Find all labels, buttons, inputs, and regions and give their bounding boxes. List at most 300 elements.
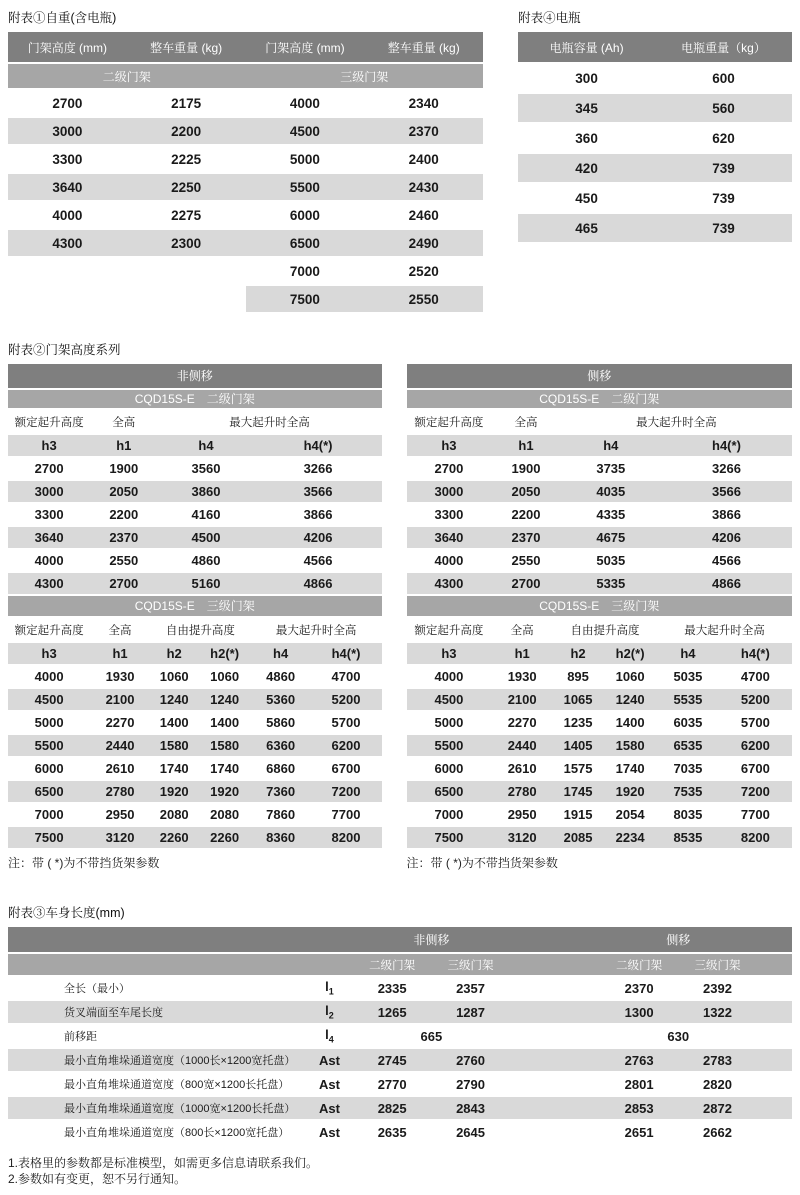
- row-label: 最小直角堆垛通道宽度（800宽×1200长托盘）: [8, 1072, 306, 1096]
- table-row: [8, 1024, 792, 1048]
- cell: 4500: [8, 688, 90, 711]
- table-row: [8, 803, 382, 826]
- cell: 3120: [491, 826, 553, 849]
- table-row: [8, 1096, 792, 1120]
- cell: 2392: [678, 976, 756, 1000]
- spacer-cell: [510, 976, 600, 1000]
- column-header: h3: [407, 434, 492, 457]
- cell: 2790: [431, 1072, 509, 1096]
- table-row: [407, 780, 792, 803]
- table-row: [407, 503, 792, 526]
- cell: 2770: [353, 1072, 431, 1096]
- cell: 420: [518, 153, 655, 183]
- symbol-header-row: [407, 434, 792, 457]
- cell: 5700: [311, 711, 382, 734]
- header-spacer: [757, 953, 792, 976]
- row-label: 最小直角堆垛通道宽度（800长×1200宽托盘）: [8, 1120, 306, 1144]
- cell: 1060: [198, 665, 250, 688]
- table-row: [8, 480, 382, 503]
- band-spacer: [510, 927, 600, 953]
- cell: 1405: [553, 734, 603, 757]
- cell: 2050: [491, 480, 560, 503]
- cell: 2234: [603, 826, 657, 849]
- table2-title: 附表②门架高度系列: [8, 343, 121, 357]
- table-row: [8, 780, 382, 803]
- cell: 2550: [364, 285, 483, 313]
- cell: 895: [553, 665, 603, 688]
- mast-tables-row: [8, 364, 792, 871]
- cell: 2825: [353, 1096, 431, 1120]
- dimension-symbol: $l_4$: [306, 1024, 353, 1048]
- cell: 2550: [491, 549, 560, 572]
- cell: 4860: [251, 665, 311, 688]
- cell: 7535: [657, 780, 719, 803]
- cell: 5035: [561, 549, 661, 572]
- cell: 6500: [407, 780, 492, 803]
- group-header-three-stage: 三级门架: [246, 63, 484, 89]
- cell: 2950: [90, 803, 150, 826]
- group-header: 最大起升时全高: [251, 618, 382, 642]
- battery-section: [518, 8, 792, 244]
- table-row: [8, 1120, 792, 1144]
- cell: 1400: [603, 711, 657, 734]
- column-header: h1: [90, 434, 157, 457]
- cell: 2853: [600, 1096, 678, 1120]
- cell: [8, 285, 127, 313]
- cell: 4206: [255, 526, 382, 549]
- cell: 1920: [603, 780, 657, 803]
- cell: 4675: [561, 526, 661, 549]
- cell: 3640: [407, 526, 492, 549]
- cell: 2370: [600, 976, 678, 1000]
- cell: 450: [518, 183, 655, 213]
- column-header: 电瓶重量（kg）: [655, 32, 792, 63]
- column-header: h1: [491, 642, 553, 665]
- header-spacer: [510, 953, 600, 976]
- cell: 2700: [407, 457, 492, 480]
- spacer-cell: [757, 1000, 792, 1024]
- column-header: h2(*): [198, 642, 250, 665]
- cell: 2200: [90, 503, 157, 526]
- cell: 2175: [127, 89, 246, 117]
- cell: 2270: [90, 711, 150, 734]
- cell: 1265: [353, 1000, 431, 1024]
- cell: 7000: [8, 803, 90, 826]
- table-row: [8, 201, 483, 229]
- cell: 7500: [246, 285, 365, 313]
- table4-title: 附表④电瓶: [518, 11, 581, 25]
- footnote: 注：带 ( *)为不带挡货架参数: [406, 856, 558, 870]
- group-header: 全高: [491, 410, 560, 434]
- group-header: 额定起升高度: [407, 618, 492, 642]
- cell: 1580: [603, 734, 657, 757]
- header-spacer: [8, 953, 353, 976]
- cell: 5200: [311, 688, 382, 711]
- cell: 3866: [661, 503, 792, 526]
- cell: 4300: [8, 572, 90, 595]
- table-row: [8, 757, 382, 780]
- footer-note-1: 1.表格里的参数都是标准模型，如需更多信息请联系我们。: [8, 1156, 319, 1170]
- group-header: 全高: [491, 618, 553, 642]
- cell: 8200: [311, 826, 382, 849]
- spacer-cell: [757, 1072, 792, 1096]
- cell: [127, 257, 246, 285]
- cell: 739: [655, 153, 792, 183]
- cell: 3560: [157, 457, 254, 480]
- cell: 5500: [407, 734, 492, 757]
- table-row: [407, 480, 792, 503]
- symbol-header-row: [8, 434, 382, 457]
- cell: 6535: [657, 734, 719, 757]
- column-header: h4: [157, 434, 254, 457]
- cell: 4035: [561, 480, 661, 503]
- dimension-symbol: Ast: [306, 1120, 353, 1144]
- table-row: [8, 89, 483, 117]
- cell: 4500: [157, 526, 254, 549]
- table-row: [8, 117, 483, 145]
- group-header-row: [407, 618, 792, 642]
- mast-height-section: [8, 340, 792, 871]
- column-header: 整车重量 (kg): [127, 32, 246, 63]
- cell: 2080: [198, 803, 250, 826]
- cell: 2440: [491, 734, 553, 757]
- cell: 2370: [90, 526, 157, 549]
- group-header: 全高: [90, 410, 157, 434]
- cell: 4300: [8, 229, 127, 257]
- cell: 1930: [491, 665, 553, 688]
- spacer-cell: [510, 1000, 600, 1024]
- band-nonsideshift: 非侧移: [353, 927, 510, 953]
- spacer-cell: [510, 1120, 600, 1144]
- cell: 7860: [251, 803, 311, 826]
- cell: 5335: [561, 572, 661, 595]
- cell: 2872: [678, 1096, 756, 1120]
- column-header: h3: [8, 642, 90, 665]
- table-row: [518, 183, 792, 213]
- cell: 7035: [657, 757, 719, 780]
- cell: 3300: [407, 503, 492, 526]
- cell: 2780: [90, 780, 150, 803]
- cell: 2275: [127, 201, 246, 229]
- table-row: [407, 457, 792, 480]
- column-header: h1: [90, 642, 150, 665]
- cell: 1322: [678, 1000, 756, 1024]
- table-row: [8, 1048, 792, 1072]
- group-header: 自由提升高度: [553, 618, 657, 642]
- table1-title: 附表①自重(含电瓶): [8, 11, 117, 25]
- cell: 2801: [600, 1072, 678, 1096]
- cell: 630: [600, 1024, 757, 1048]
- column-header: h3: [8, 434, 90, 457]
- cell: 2651: [600, 1120, 678, 1144]
- cell: 600: [655, 63, 792, 93]
- cell: 4500: [407, 688, 492, 711]
- cell: 2645: [431, 1120, 509, 1144]
- cell: 7000: [407, 803, 492, 826]
- table-row: [8, 665, 382, 688]
- table-row: [518, 153, 792, 183]
- spacer-cell: [757, 1048, 792, 1072]
- cell: 2260: [198, 826, 250, 849]
- cell: 2950: [491, 803, 553, 826]
- table-row: [8, 549, 382, 572]
- table-row: [8, 1000, 792, 1024]
- column-header: h4: [561, 434, 661, 457]
- band-spacer: [757, 927, 792, 953]
- table-row: [407, 665, 792, 688]
- cell: 2200: [491, 503, 560, 526]
- band-spacer: [8, 927, 353, 953]
- spacer-cell: [510, 1048, 600, 1072]
- cell: 560: [655, 93, 792, 123]
- cell: 6500: [8, 780, 90, 803]
- cell: 2300: [127, 229, 246, 257]
- footnote: 注：带 ( *)为不带挡货架参数: [8, 856, 160, 870]
- cell: 4860: [157, 549, 254, 572]
- cell: 1287: [431, 1000, 509, 1024]
- column-header: 二级门架: [600, 953, 678, 976]
- table-row: [407, 549, 792, 572]
- table-row: [8, 1072, 792, 1096]
- cell: 1900: [491, 457, 560, 480]
- group-header: 额定起升高度: [8, 410, 90, 434]
- cell: 2760: [431, 1048, 509, 1072]
- body-length-section: [8, 903, 792, 1145]
- spacer-cell: [757, 1024, 792, 1048]
- group-header: 全高: [90, 618, 150, 642]
- cell: 1915: [553, 803, 603, 826]
- cell: 360: [518, 123, 655, 153]
- group-header-row: [8, 63, 483, 89]
- cell: 2080: [150, 803, 199, 826]
- cell: 5000: [8, 711, 90, 734]
- cell: 5860: [251, 711, 311, 734]
- cell: 300: [518, 63, 655, 93]
- cell: 5700: [719, 711, 792, 734]
- band-nonsideshift: 非侧移: [8, 364, 382, 390]
- column-header: h4: [657, 642, 719, 665]
- cell: 8035: [657, 803, 719, 826]
- cell: 4566: [255, 549, 382, 572]
- column-header: h4(*): [255, 434, 382, 457]
- cell: 8200: [719, 826, 792, 849]
- cell: 2763: [600, 1048, 678, 1072]
- spacer-cell: [757, 976, 792, 1000]
- group-header: 额定起升高度: [407, 410, 492, 434]
- cell: 4000: [8, 665, 90, 688]
- cell: 5535: [657, 688, 719, 711]
- cell: 1060: [603, 665, 657, 688]
- mast-table-nonsideshift: [8, 364, 382, 871]
- cell: 4866: [661, 572, 792, 595]
- column-header: 门架高度 (mm): [8, 32, 127, 63]
- cell: [127, 285, 246, 313]
- cell: 2270: [491, 711, 553, 734]
- cell: 2460: [364, 201, 483, 229]
- table-row: [8, 257, 483, 285]
- cell: 2370: [364, 117, 483, 145]
- cell: 4206: [661, 526, 792, 549]
- cell: 1930: [90, 665, 150, 688]
- table-row: [407, 688, 792, 711]
- group-header-row: [407, 410, 792, 434]
- cell: 2100: [90, 688, 150, 711]
- cell: 2085: [553, 826, 603, 849]
- cell: 3640: [8, 173, 127, 201]
- row-label: 最小直角堆垛通道宽度（1000长×1200宽托盘）: [8, 1048, 306, 1072]
- two-stage-table: [407, 410, 792, 596]
- spacer-cell: [757, 1120, 792, 1144]
- cell: 7500: [8, 826, 90, 849]
- cell: 8535: [657, 826, 719, 849]
- cell: 5360: [251, 688, 311, 711]
- cell: 6700: [311, 757, 382, 780]
- cell: 620: [655, 123, 792, 153]
- cell: 739: [655, 213, 792, 243]
- cell: 2820: [678, 1072, 756, 1096]
- cell: 5000: [407, 711, 492, 734]
- cell: 2050: [90, 480, 157, 503]
- body-length-table: [8, 927, 792, 1145]
- table-row: [8, 688, 382, 711]
- column-header: h2(*): [603, 642, 657, 665]
- dimension-symbol: Ast: [306, 1048, 353, 1072]
- cell: 6860: [251, 757, 311, 780]
- cell: 6000: [8, 757, 90, 780]
- table-row: [407, 734, 792, 757]
- cell: [8, 257, 127, 285]
- cell: 2700: [8, 89, 127, 117]
- cell: 1920: [150, 780, 199, 803]
- dimension-symbol: $l_2$: [306, 1000, 353, 1024]
- cell: 2100: [491, 688, 553, 711]
- cell: 2370: [491, 526, 560, 549]
- cell: 3000: [8, 117, 127, 145]
- column-header: 电瓶容量 (Ah): [518, 32, 655, 63]
- cell: 2662: [678, 1120, 756, 1144]
- cell: 665: [353, 1024, 510, 1048]
- three-stage-table: [8, 618, 382, 850]
- cell: 3735: [561, 457, 661, 480]
- cell: 1240: [198, 688, 250, 711]
- cell: 5500: [246, 173, 365, 201]
- table-row: [407, 757, 792, 780]
- cell: 7200: [719, 780, 792, 803]
- cell: 3266: [661, 457, 792, 480]
- table-row: [8, 734, 382, 757]
- table-row: [407, 526, 792, 549]
- column-header: 三级门架: [431, 953, 509, 976]
- cell: 7360: [251, 780, 311, 803]
- cell: 2610: [491, 757, 553, 780]
- cell: 2610: [90, 757, 150, 780]
- table-row: [8, 285, 483, 313]
- column-header: h4(*): [311, 642, 382, 665]
- column-header: h1: [491, 434, 560, 457]
- table-row: [8, 976, 792, 1000]
- cell: 4000: [8, 201, 127, 229]
- cell: 1580: [150, 734, 199, 757]
- table-row: [8, 572, 382, 595]
- dimension-symbol: Ast: [306, 1072, 353, 1096]
- cell: 2335: [353, 976, 431, 1000]
- cell: 6200: [719, 734, 792, 757]
- table-row: [518, 123, 792, 153]
- group-header-two-stage: 二级门架: [8, 63, 246, 89]
- cell: 1240: [150, 688, 199, 711]
- cell: 1740: [198, 757, 250, 780]
- cell: 2400: [364, 145, 483, 173]
- cell: 5500: [8, 734, 90, 757]
- cell: 6035: [657, 711, 719, 734]
- cell: 6360: [251, 734, 311, 757]
- cell: 4866: [255, 572, 382, 595]
- spacer-cell: [510, 1072, 600, 1096]
- cell: 2430: [364, 173, 483, 201]
- row-label: 货叉端面至车尾长度: [8, 1000, 306, 1024]
- table-row: [8, 173, 483, 201]
- group-header-row: [8, 410, 382, 434]
- cell: 1240: [603, 688, 657, 711]
- cell: 2550: [90, 549, 157, 572]
- column-header: h4(*): [661, 434, 792, 457]
- cell: 2340: [364, 89, 483, 117]
- band-sideshift: 侧移: [407, 364, 792, 390]
- cell: 4335: [561, 503, 661, 526]
- self-weight-section: [8, 8, 483, 314]
- cell: 1900: [90, 457, 157, 480]
- cell: 7700: [719, 803, 792, 826]
- table-row: [407, 826, 792, 849]
- band-model-two-stage: CQD15S-E 二级门架: [8, 390, 382, 410]
- two-stage-table: [8, 410, 382, 596]
- cell: 3300: [8, 145, 127, 173]
- cell: 6500: [246, 229, 365, 257]
- cell: 4160: [157, 503, 254, 526]
- cell: 6000: [246, 201, 365, 229]
- cell: 2225: [127, 145, 246, 173]
- group-header: 最大起升时全高: [157, 410, 381, 434]
- cell: 4000: [246, 89, 365, 117]
- band-model-three-stage: CQD15S-E 三级门架: [8, 596, 382, 618]
- cell: 4500: [246, 117, 365, 145]
- cell: 3566: [661, 480, 792, 503]
- cell: 3120: [90, 826, 150, 849]
- cell: 6000: [407, 757, 492, 780]
- table-row: [8, 457, 382, 480]
- cell: 4700: [311, 665, 382, 688]
- cell: 4000: [8, 549, 90, 572]
- cell: 2635: [353, 1120, 431, 1144]
- battery-table: [518, 32, 792, 244]
- table-row: [518, 93, 792, 123]
- row-label: 前移距: [8, 1024, 306, 1048]
- cell: 739: [655, 183, 792, 213]
- spacer-cell: [510, 1096, 600, 1120]
- cell: 1300: [600, 1000, 678, 1024]
- group-header: 最大起升时全高: [561, 410, 792, 434]
- row-label: 全长（最小）: [8, 976, 306, 1000]
- cell: 4566: [661, 549, 792, 572]
- group-header: 额定起升高度: [8, 618, 90, 642]
- cell: 4000: [407, 549, 492, 572]
- cell: 3300: [8, 503, 90, 526]
- cell: 4000: [407, 665, 492, 688]
- cell: 2440: [90, 734, 150, 757]
- cell: 2700: [90, 572, 157, 595]
- table3-title: 附表③车身长度(mm): [8, 906, 125, 920]
- cell: 3640: [8, 526, 90, 549]
